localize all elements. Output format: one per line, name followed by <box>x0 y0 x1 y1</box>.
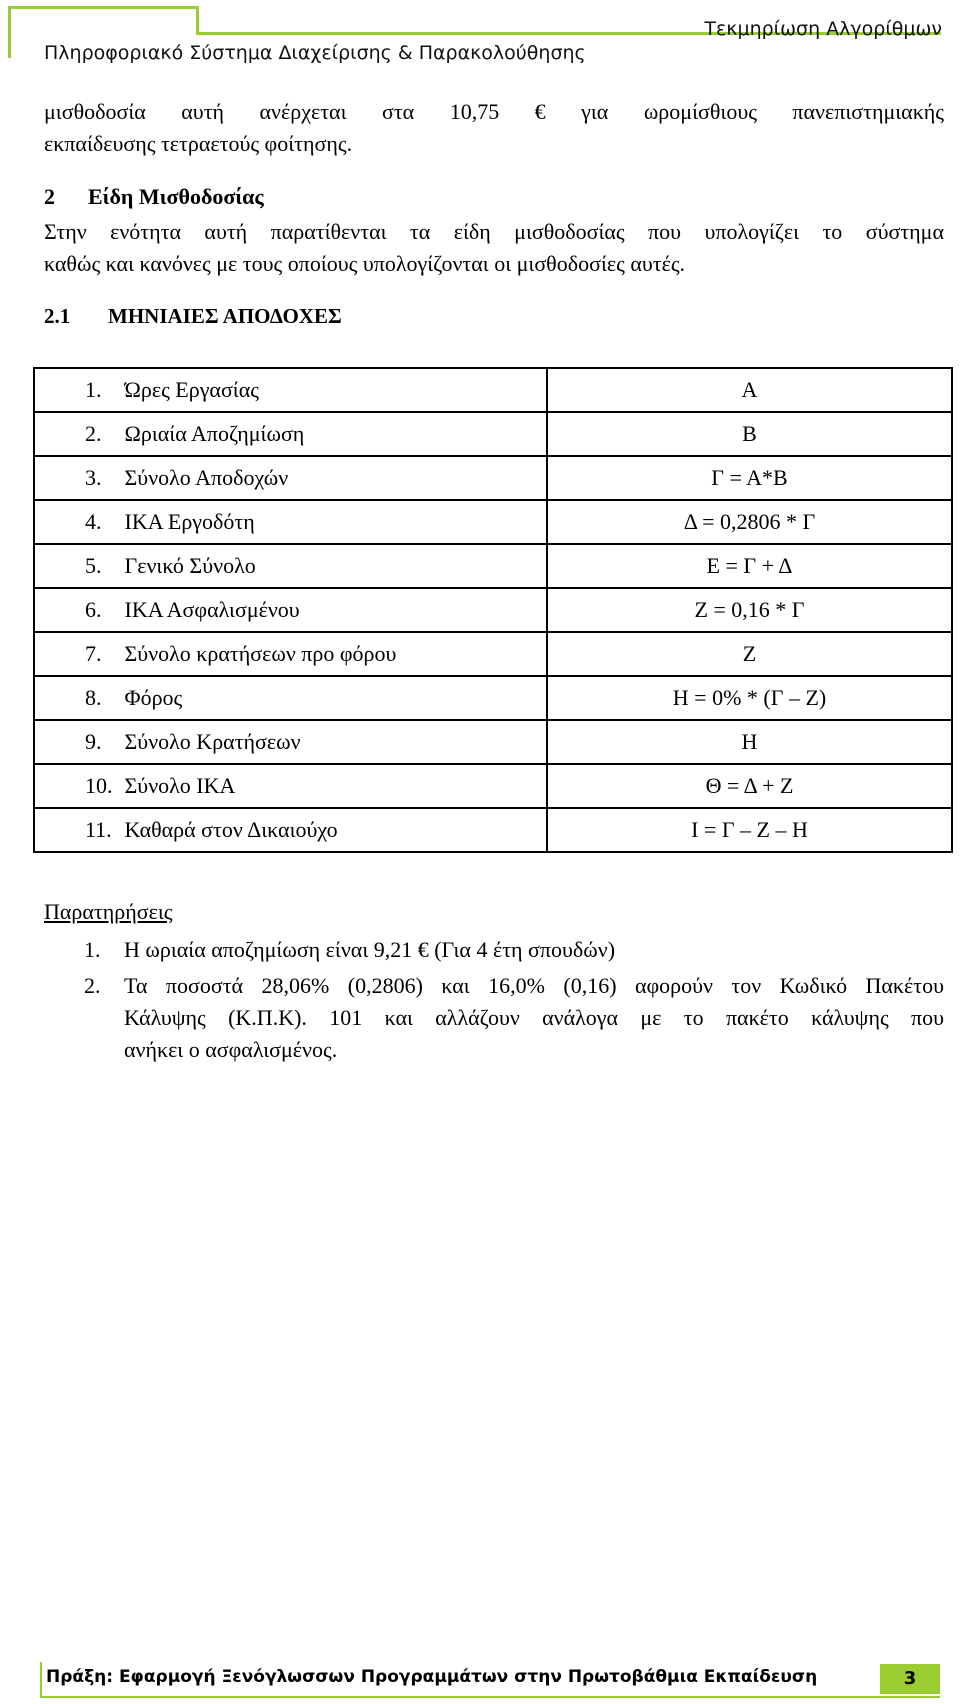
note-text-line-2: Κάλυψης (Κ.Π.Κ). 101 και αλλάζουν ανάλογα με το πακέτο κάλυψης που <box>124 1005 944 1030</box>
section-2-1-heading <box>44 304 342 329</box>
footer-rule-left <box>40 1662 42 1698</box>
row-label: Σύνολο Αποδοχών <box>124 465 289 490</box>
note-text-line-1: Τα ποσοστά 28,06% (0,2806) και 16,0% (0,16) αφορούν τον Κωδικό Πακέτου <box>124 973 944 998</box>
table-row <box>34 456 952 500</box>
row-number: 5. <box>85 553 102 578</box>
row-formula: Β <box>547 412 952 456</box>
section-2-title: Είδη Μισθοδοσίας <box>88 184 264 209</box>
table-row <box>34 632 952 676</box>
row-formula: Ζ <box>547 632 952 676</box>
section-2-text-line-1: Στην ενότητα αυτή παρατίθενται τα είδη μισθοδοσίας που υπολογίζει το σύστημα <box>44 219 944 244</box>
row-formula: Ζ = 0,16 * Γ <box>547 588 952 632</box>
row-number: 6. <box>85 597 102 622</box>
row-label: Σύνολο ΙΚΑ <box>124 773 236 798</box>
intro-line-1: μισθοδοσία αυτή ανέρχεται στα 10,75 € για ωρομίσθιους πανεπιστημιακής <box>44 99 944 124</box>
salary-calculation-table <box>33 367 953 853</box>
table-row <box>34 544 952 588</box>
row-formula: Η = 0% * (Γ – Ζ) <box>547 676 952 720</box>
section-2-1-number: 2.1 <box>44 304 71 328</box>
row-formula: Α <box>547 368 952 412</box>
row-label-cell <box>34 500 547 544</box>
row-label: Καθαρά στον Δικαιούχο <box>124 817 338 842</box>
notes-heading: Παρατηρήσεις <box>44 899 173 924</box>
page-number: 3 <box>880 1664 940 1694</box>
header-system-title: Πληροφοριακό Σύστημα Διαχείρισης & Παρακολούθησης <box>44 42 586 64</box>
footer-rule <box>40 1696 940 1698</box>
row-label-cell <box>34 720 547 764</box>
row-label: Ωριαία Αποζημίωση <box>124 421 305 446</box>
row-formula: Ε = Γ + Δ <box>547 544 952 588</box>
row-label-cell <box>34 808 547 852</box>
note-number: 1. <box>84 937 101 962</box>
header-rule-step <box>196 6 199 34</box>
section-2-heading <box>44 184 264 210</box>
note-item <box>84 970 944 1066</box>
row-number: 11. <box>85 817 112 842</box>
section-2-1-title: ΜΗΝΙΑΙΕΣ ΑΠΟΔΟΧΕΣ <box>108 304 342 328</box>
row-formula: Η <box>547 720 952 764</box>
note-item <box>84 934 944 966</box>
row-label: Γενικό Σύνολο <box>124 553 256 578</box>
header-doc-title: Τεκμηρίωση Αλγορίθμων <box>704 18 942 40</box>
row-number: 10. <box>85 773 113 798</box>
row-label-cell <box>34 632 547 676</box>
footer-project-title: Πράξη: Εφαρμογή Ξενόγλωσσων Προγραμμάτων στην Πρωτοβάθμια Εκπαίδευση <box>46 1667 818 1687</box>
row-formula: Ι = Γ – Ζ – Η <box>547 808 952 852</box>
table-row <box>34 808 952 852</box>
row-label-cell <box>34 368 547 412</box>
row-number: 1. <box>85 377 102 402</box>
header-rule-top <box>8 6 198 9</box>
section-2-number: 2 <box>44 184 55 209</box>
row-number: 7. <box>85 641 102 666</box>
intro-line-2: εκπαίδευσης τετραετούς φοίτησης. <box>44 131 353 156</box>
row-label: Σύνολο Κρατήσεων <box>124 729 301 754</box>
row-label: Σύνολο κρατήσεων προ φόρου <box>124 641 397 666</box>
row-number: 9. <box>85 729 102 754</box>
table-row <box>34 588 952 632</box>
row-label: Ώρες Εργασίας <box>124 377 259 402</box>
row-label-cell <box>34 676 547 720</box>
note-text-line-3: ανήκει ο ασφαλισμένος. <box>124 1037 338 1062</box>
row-label-cell <box>34 412 547 456</box>
row-label-cell <box>34 588 547 632</box>
row-label-cell <box>34 456 547 500</box>
row-number: 8. <box>85 685 102 710</box>
table-row <box>34 764 952 808</box>
row-label-cell <box>34 544 547 588</box>
table-row <box>34 500 952 544</box>
row-number: 4. <box>85 509 102 534</box>
section-2-text-line-2: καθώς και κανόνες με τους οποίους υπολογίζονται οι μισθοδοσίες αυτές. <box>44 251 686 276</box>
row-number: 2. <box>85 421 102 446</box>
row-formula: Δ = 0,2806 * Γ <box>547 500 952 544</box>
note-text-line-1: Η ωριαία αποζημίωση είναι 9,21 € (Για 4 έτη σπουδών) <box>124 937 616 962</box>
row-number: 3. <box>85 465 102 490</box>
row-label: ΙΚΑ Εργοδότη <box>124 509 255 534</box>
row-formula: Γ = Α*Β <box>547 456 952 500</box>
header-rule-corner <box>8 6 11 58</box>
table-row <box>34 412 952 456</box>
table-row <box>34 676 952 720</box>
row-label-cell <box>34 764 547 808</box>
row-label: Φόρος <box>124 685 183 710</box>
table-row <box>34 720 952 764</box>
row-label: ΙΚΑ Ασφαλισμένου <box>124 597 300 622</box>
row-formula: Θ = Δ + Ζ <box>547 764 952 808</box>
table-row <box>34 368 952 412</box>
note-number: 2. <box>84 973 101 998</box>
